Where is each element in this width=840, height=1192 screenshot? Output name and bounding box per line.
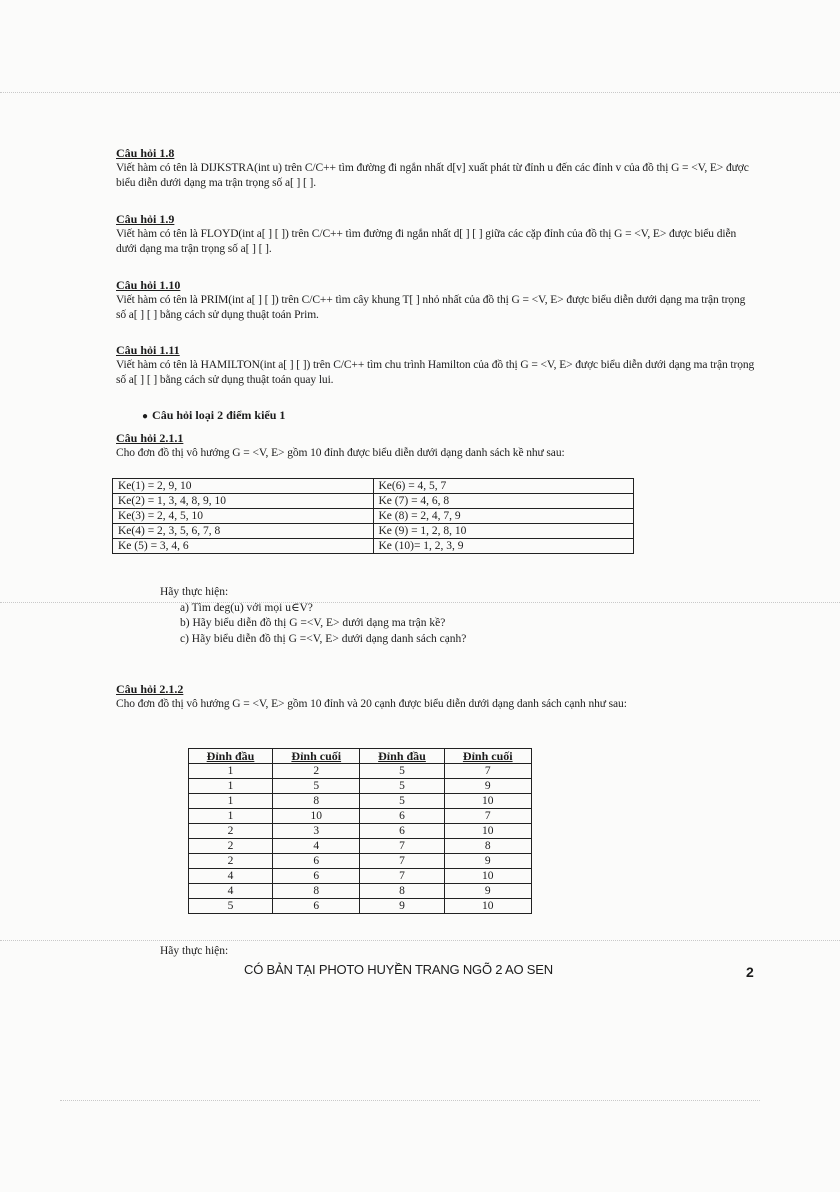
table-cell: 10 bbox=[444, 899, 531, 914]
table-cell: 4 bbox=[189, 869, 273, 884]
question-1-11 bbox=[116, 343, 756, 388]
question-text: Viết hàm có tên là PRIM(int a[ ] [ ]) trên C/C++ tìm cây khung T[ ] nhỏ nhất của đồ thị G = <V, E> được biểu diễn dưới dạng ma trận trọng số a[ ] [ ] bằng cách sử dụng thuật toán Prim. bbox=[116, 294, 746, 321]
table-cell: 2 bbox=[189, 839, 273, 854]
table-cell: 8 bbox=[444, 839, 531, 854]
table-row bbox=[189, 794, 532, 809]
table-cell: 2 bbox=[189, 854, 273, 869]
question-2-1-2 bbox=[116, 682, 756, 712]
table-cell: 5 bbox=[360, 779, 444, 794]
table-cell: Ke(6) = 4, 5, 7 bbox=[373, 479, 634, 494]
question-title: Câu hỏi 2.1.2 bbox=[116, 682, 184, 696]
question-text: Viết hàm có tên là HAMILTON(int a[ ] [ ]) trên C/C++ tìm chu trình Hamilton của đồ thị G = <V, E> được biểu diễn dưới dạng ma trận trọng số a[ ] [ ] bằng cách sử dụng thuật toán quay lui. bbox=[116, 359, 755, 386]
table-cell: Ke (8) = 2, 4, 7, 9 bbox=[373, 509, 634, 524]
table-row bbox=[113, 509, 634, 524]
table-cell: 4 bbox=[189, 884, 273, 899]
column-header: Đỉnh cuối bbox=[273, 749, 360, 764]
question-title: Câu hỏi 1.11 bbox=[116, 343, 180, 357]
table-cell: 3 bbox=[273, 824, 360, 839]
column-header: Đỉnh đầu bbox=[189, 749, 273, 764]
table-cell: 6 bbox=[360, 824, 444, 839]
tasks-intro: Hãy thực hiện: bbox=[160, 945, 229, 957]
question-title: Câu hỏi 2.1.1 bbox=[116, 431, 184, 445]
task-list-2-1-2 bbox=[160, 944, 228, 960]
table-cell: 1 bbox=[189, 809, 273, 824]
scan-artifact-line bbox=[0, 940, 840, 941]
table-cell: 9 bbox=[444, 884, 531, 899]
page-number: 2 bbox=[746, 964, 754, 980]
table-cell: 7 bbox=[360, 869, 444, 884]
table-cell: 6 bbox=[360, 809, 444, 824]
scan-artifact-line bbox=[0, 92, 840, 93]
task-item: b) Hãy biểu diễn đồ thị G =<V, E> dưới dạng ma trận kề? bbox=[180, 617, 446, 629]
table-cell: Ke (10)= 1, 2, 3, 9 bbox=[373, 539, 634, 554]
table-row bbox=[189, 854, 532, 869]
table-row bbox=[189, 839, 532, 854]
table-cell: Ke (5) = 3, 4, 6 bbox=[113, 539, 374, 554]
table-cell: 10 bbox=[444, 824, 531, 839]
table-cell: 7 bbox=[360, 854, 444, 869]
edge-list-table bbox=[188, 748, 532, 914]
table-cell: 6 bbox=[273, 854, 360, 869]
table-cell: 5 bbox=[189, 899, 273, 914]
task-item: a) Tìm deg(u) với mọi u∈V? bbox=[180, 601, 313, 614]
table-cell: 5 bbox=[273, 779, 360, 794]
task-item: c) Hãy biểu diễn đồ thị G =<V, E> dưới dạng danh sách cạnh? bbox=[180, 632, 467, 645]
question-2-1-1 bbox=[116, 431, 756, 461]
table-cell: 8 bbox=[273, 884, 360, 899]
table-cell: 8 bbox=[360, 884, 444, 899]
footer-note: CÓ BẢN TẠI PHOTO HUYỀN TRANG NGÕ 2 AO SEN bbox=[244, 962, 553, 977]
table-cell: 10 bbox=[273, 809, 360, 824]
table-cell: Ke(4) = 2, 3, 5, 6, 7, 8 bbox=[113, 524, 374, 539]
table-cell: 7 bbox=[444, 809, 531, 824]
table-row bbox=[113, 479, 634, 494]
column-header: Đỉnh đầu bbox=[360, 749, 444, 764]
table-cell: 2 bbox=[189, 824, 273, 839]
section-heading-text: Câu hỏi loại 2 điểm kiểu 1 bbox=[152, 408, 286, 422]
table-row bbox=[113, 524, 634, 539]
adjacency-list-table bbox=[112, 478, 634, 554]
table-cell: 1 bbox=[189, 794, 273, 809]
table-cell: 6 bbox=[273, 869, 360, 884]
table-cell: 5 bbox=[360, 764, 444, 779]
table-row bbox=[189, 764, 532, 779]
question-1-9 bbox=[116, 212, 756, 257]
table-cell: 7 bbox=[444, 764, 531, 779]
question-1-10 bbox=[116, 278, 756, 323]
table-row bbox=[189, 899, 532, 914]
table-cell: 7 bbox=[360, 839, 444, 854]
bullet-icon: ● bbox=[142, 411, 149, 422]
table-row bbox=[189, 779, 532, 794]
table-cell: 8 bbox=[273, 794, 360, 809]
table-cell: 6 bbox=[273, 899, 360, 914]
table-cell: 2 bbox=[273, 764, 360, 779]
question-text: Cho đơn đồ thị vô hướng G = <V, E> gồm 10 đỉnh và 20 cạnh được biểu diễn dưới dạng danh sách cạnh như sau: bbox=[116, 698, 627, 710]
table-cell: Ke(3) = 2, 4, 5, 10 bbox=[113, 509, 374, 524]
table-cell: 10 bbox=[444, 794, 531, 809]
table-row bbox=[113, 494, 634, 509]
table-cell: 10 bbox=[444, 869, 531, 884]
table-cell: 9 bbox=[444, 779, 531, 794]
table-cell: 5 bbox=[360, 794, 444, 809]
question-text: Viết hàm có tên là DIJKSTRA(int u) trên C/C++ tìm đường đi ngắn nhất d[v] xuất phát từ đỉnh u đến các đỉnh v của đồ thị G = <V, E> được biểu diễn dưới dạng ma trận trọng số a[ ] [ ]. bbox=[116, 162, 749, 189]
question-title: Câu hỏi 1.8 bbox=[116, 146, 175, 160]
table-row bbox=[189, 824, 532, 839]
table-cell: Ke (9) = 1, 2, 8, 10 bbox=[373, 524, 634, 539]
table-cell: Ke(2) = 1, 3, 4, 8, 9, 10 bbox=[113, 494, 374, 509]
table-cell: 1 bbox=[189, 764, 273, 779]
table-cell: 4 bbox=[273, 839, 360, 854]
task-list-2-1-1 bbox=[160, 585, 466, 647]
question-text: Viết hàm có tên là FLOYD(int a[ ] [ ]) trên C/C++ tìm đường đi ngắn nhất d[ ] [ ] giữa các cặp đỉnh của đồ thị G = <V, E> được biểu diễn dưới dạng ma trận trọng số a[ ] [ ]. bbox=[116, 228, 737, 255]
question-text: Cho đơn đồ thị vô hướng G = <V, E> gồm 10 đỉnh được biểu diễn dưới dạng danh sách kề như sau: bbox=[116, 447, 565, 459]
table-cell: Ke(1) = 2, 9, 10 bbox=[113, 479, 374, 494]
question-title: Câu hỏi 1.10 bbox=[116, 278, 181, 292]
question-title: Câu hỏi 1.9 bbox=[116, 212, 175, 226]
table-cell: 1 bbox=[189, 779, 273, 794]
table-cell: 9 bbox=[444, 854, 531, 869]
table-row bbox=[113, 539, 634, 554]
column-header: Đỉnh cuối bbox=[444, 749, 531, 764]
table-cell: 9 bbox=[360, 899, 444, 914]
section-heading bbox=[142, 406, 285, 424]
table-row bbox=[189, 884, 532, 899]
table-cell: Ke (7) = 4, 6, 8 bbox=[373, 494, 634, 509]
table-row bbox=[189, 869, 532, 884]
scan-artifact-line bbox=[60, 1100, 760, 1101]
question-1-8 bbox=[116, 146, 756, 191]
table-row bbox=[189, 809, 532, 824]
tasks-intro: Hãy thực hiện: bbox=[160, 586, 229, 598]
